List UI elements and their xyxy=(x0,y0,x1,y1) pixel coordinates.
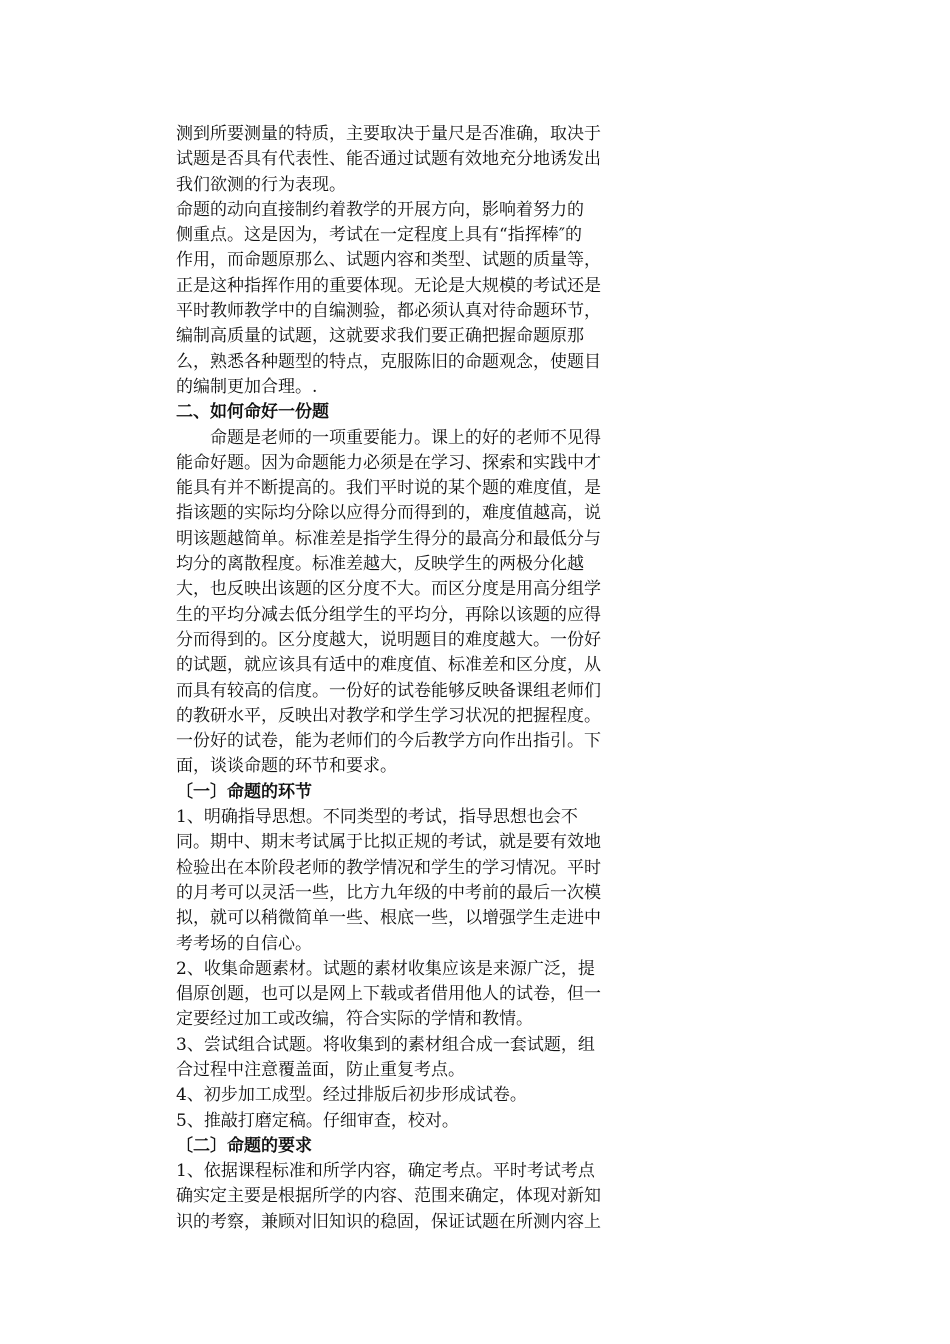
text-line: 定要经过加工或改编，符合实际的学情和教情。 xyxy=(176,1009,533,1030)
text-line: 我们欲测的行为表现。 xyxy=(176,174,346,195)
text-line: 检验出在本阶段老师的教学情况和学生的学习情况。平时 xyxy=(176,857,601,878)
text-line: 拟，就可以稍微简单一些、根底一些，以增强学生走进中 xyxy=(176,908,601,929)
text-line: 均分的离散程度。标准差越大，反映学生的两极分化越 xyxy=(176,554,584,575)
text-line: 的编制更加合理。. xyxy=(176,376,318,397)
text-line: 命题的动向直接制约着教学的开展方向，影响着努力的 xyxy=(176,199,584,220)
text-line: 同。期中、期末考试属于比拟正规的考试，就是要有效地 xyxy=(176,832,601,853)
text-line: 测到所要测量的特质，主要取决于量尺是否准确，取决于 xyxy=(176,124,601,144)
text-line: 的试题，就应该具有适中的难度值、标准差和区分度，从 xyxy=(176,655,601,676)
text-line: 的教研水平，反映出对教学和学生学习状况的把握程度。 xyxy=(176,705,601,726)
text-line: 确实定主要是根据所学的内容、范围来确定，体现对新知 xyxy=(176,1186,601,1207)
text-line: 而具有较高的信度。一份好的试卷能够反映备课组老师们 xyxy=(176,680,601,701)
text-line: 3、尝试组合试题。将收集到的素材组合成一套试题，组 xyxy=(176,1034,595,1055)
text-line: 指该题的实际均分除以应得分而得到的，难度值越高，说 xyxy=(176,503,601,524)
text-line: 一份好的试卷，能为老师们的今后教学方向作出指引。下 xyxy=(176,731,601,752)
text-line: 作用，而命题原那么、试题内容和类型、试题的质量等， xyxy=(176,250,601,271)
text-line: 能具有并不断提高的。我们平时说的某个题的难度值，是 xyxy=(176,478,601,499)
text-line: 分而得到的。区分度越大，说明题目的难度越大。一份好 xyxy=(176,629,601,650)
section-heading: 〔一〕命题的环节 xyxy=(176,781,312,802)
text-line: 生的平均分减去低分组学生的平均分，再除以该题的应得 xyxy=(176,604,601,625)
section-heading: 〔二〕命题的要求 xyxy=(176,1135,312,1156)
text-line: 2、收集命题素材。试题的素材收集应该是来源广泛，提 xyxy=(176,958,595,979)
text-line: 合过程中注意覆盖面，防止重复考点。 xyxy=(176,1059,465,1080)
document-page xyxy=(176,122,654,1235)
text-line: 么，熟悉各种题型的特点，克服陈旧的命题观念，使题目 xyxy=(176,351,601,372)
text-line: 大，也反映出该题的区分度不大。而区分度是用高分组学 xyxy=(176,579,601,600)
text-line: 5、推敲打磨定稿。仔细审查，校对。 xyxy=(176,1110,459,1131)
text-line: 1、明确指导思想。不同类型的考试，指导思想也会不 xyxy=(176,807,578,828)
text-line: 4、初步加工成型。经过排版后初步形成试卷。 xyxy=(176,1085,527,1106)
text-line: 平时教师教学中的自编测验，都必须认真对待命题环节， xyxy=(176,301,601,322)
text-line: 能命好题。因为命题能力必须是在学习、探索和实践中才 xyxy=(176,452,601,473)
text-line: 1、依据课程标准和所学内容，确定考点。平时考试考点 xyxy=(176,1161,595,1182)
text-line: 的月考可以灵活一些，比方九年级的中考前的最后一次模 xyxy=(176,882,601,903)
text-line: 考考场的自信心。 xyxy=(176,933,312,954)
text-line: 面，谈谈命题的环节和要求。 xyxy=(176,756,397,777)
text-line: 命题是老师的一项重要能力。课上的好的老师不见得 xyxy=(176,427,601,448)
text-line: 侧重点。这是因为，考试在一定程度上具有“指挥棒″的 xyxy=(176,225,583,246)
text-line: 正是这种指挥作用的重要体现。无论是大规模的考试还是 xyxy=(176,275,601,296)
text-line: 试题是否具有代表性、能否通过试题有效地充分地诱发出 xyxy=(176,149,601,170)
section-heading: 二、如何命好一份题 xyxy=(176,402,329,423)
text-line: 识的考察，兼顾对旧知识的稳固，保证试题在所测内容上 xyxy=(176,1211,601,1232)
text-line: 明该题越简单。标准差是指学生得分的最高分和最低分与 xyxy=(176,528,601,549)
text-line: 编制高质量的试题，这就要求我们要正确把握命题原那 xyxy=(176,326,584,347)
text-line: 倡原创题，也可以是网上下载或者借用他人的试卷，但一 xyxy=(176,984,601,1005)
